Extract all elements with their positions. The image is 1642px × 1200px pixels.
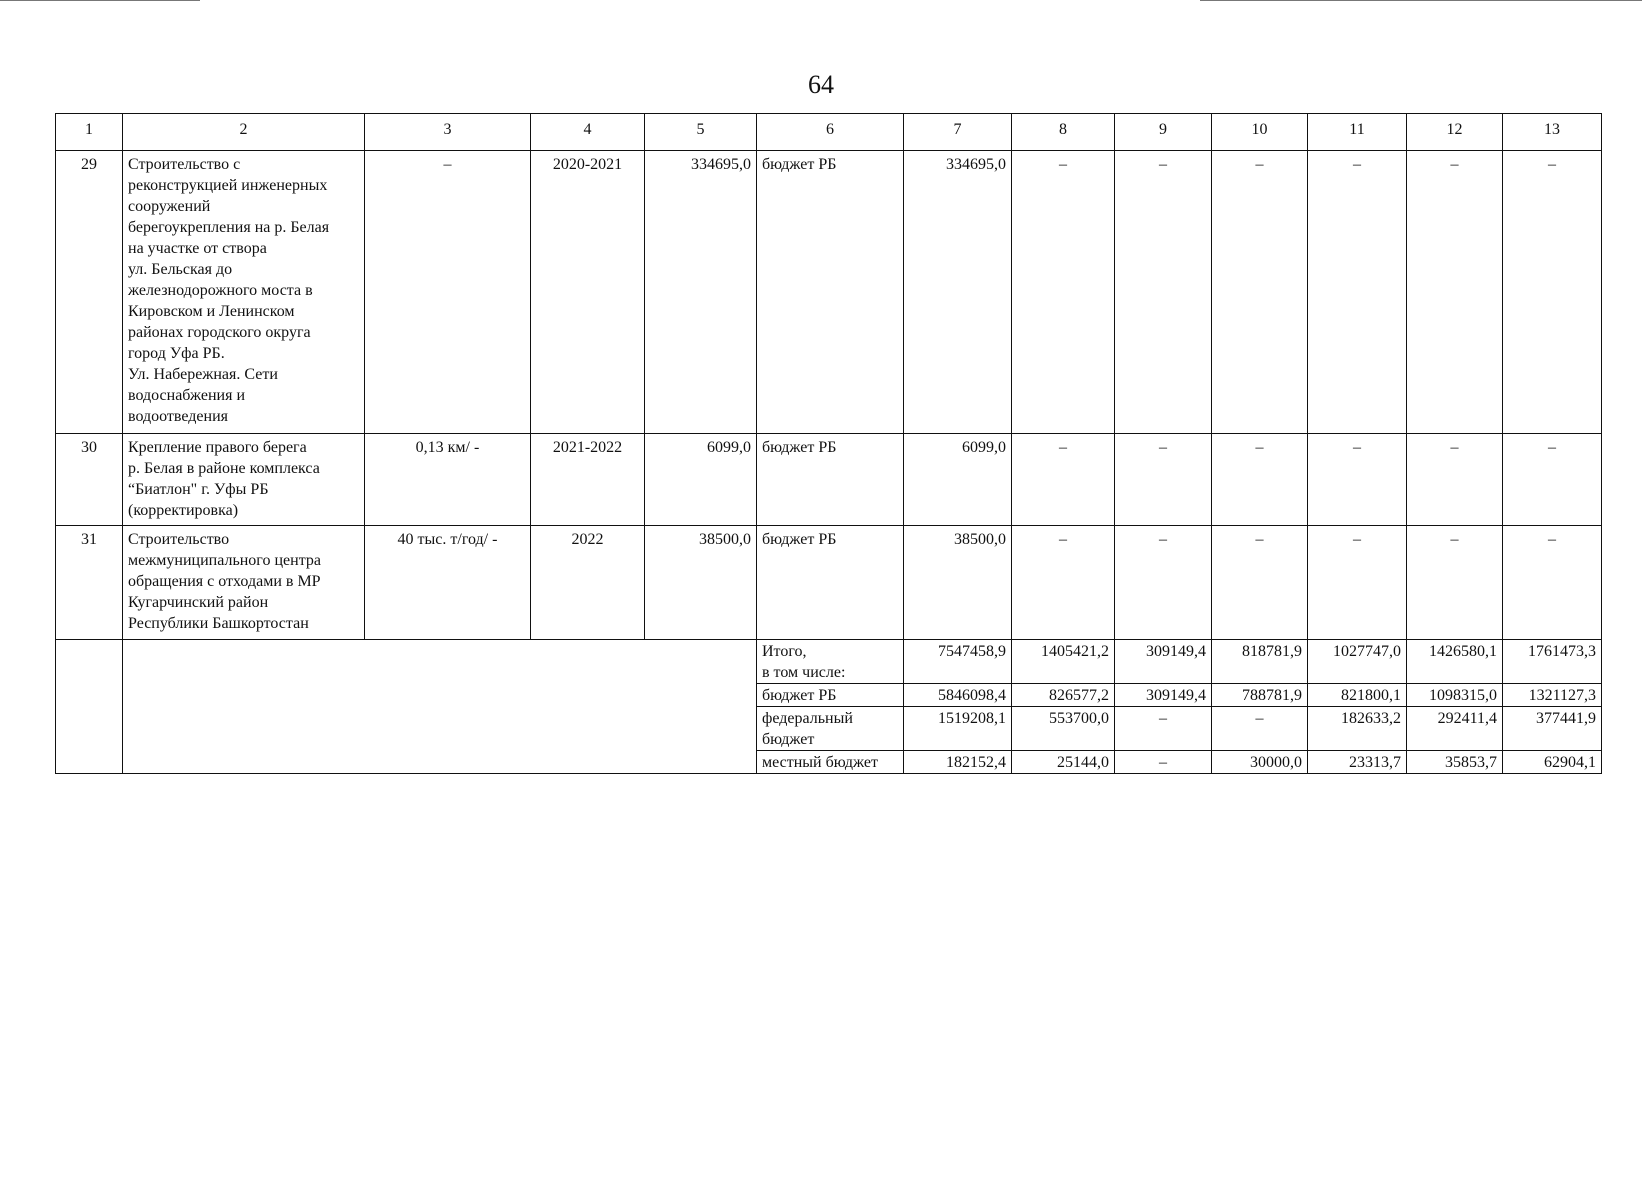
years: 2022 — [531, 526, 645, 640]
total-col-8: 553700,0 — [1012, 707, 1115, 751]
total-col-7: 1519208,1 — [904, 707, 1012, 751]
value-col-13: – — [1503, 526, 1602, 640]
row-number: 31 — [56, 526, 123, 640]
total-col-9: – — [1115, 707, 1212, 751]
value-col-7: 6099,0 — [904, 434, 1012, 526]
total-label: Итого, в том числе: — [757, 640, 904, 684]
value-col-7: 38500,0 — [904, 526, 1012, 640]
value-col-8: – — [1012, 434, 1115, 526]
years: 2021-2022 — [531, 434, 645, 526]
column-header: 13 — [1503, 114, 1602, 151]
total-col-9: – — [1115, 751, 1212, 774]
total-col-10: 818781,9 — [1212, 640, 1308, 684]
value-col-9: – — [1115, 434, 1212, 526]
value-col-12: – — [1407, 526, 1503, 640]
value-col-11: – — [1308, 526, 1407, 640]
value-col-10: – — [1212, 434, 1308, 526]
total-label: федеральный бюджет — [757, 707, 904, 751]
table-row — [56, 526, 1602, 640]
years: 2020-2021 — [531, 151, 645, 434]
total-col-13: 62904,1 — [1503, 751, 1602, 774]
value-col-8: – — [1012, 526, 1115, 640]
project-name: Крепление правого берега р. Белая в районе комплекса “Биатлон" г. Уфы РБ (корректировка) — [123, 434, 365, 526]
total-col-13: 1321127,3 — [1503, 684, 1602, 707]
value-col-13: – — [1503, 434, 1602, 526]
total-col-10: – — [1212, 707, 1308, 751]
page-number: 64 — [808, 70, 834, 99]
column-header: 10 — [1212, 114, 1308, 151]
value-col-7: 334695,0 — [904, 151, 1012, 434]
total-col-7: 7547458,9 — [904, 640, 1012, 684]
total-col-12: 1426580,1 — [1407, 640, 1503, 684]
value-col-10: – — [1212, 526, 1308, 640]
column-header: 11 — [1308, 114, 1407, 151]
total-col-11: 23313,7 — [1308, 751, 1407, 774]
value-col-11: – — [1308, 151, 1407, 434]
budget-table — [55, 113, 1602, 774]
funding-source: бюджет РБ — [757, 434, 904, 526]
total-col-11: 182633,2 — [1308, 707, 1407, 751]
total-col-7: 182152,4 — [904, 751, 1012, 774]
funding-source: бюджет РБ — [757, 151, 904, 434]
project-name: Строительство межмуниципального центра обращения с отходами в МР Кугарчинский район Республики Башкортостан — [123, 526, 365, 640]
column-header: 6 — [757, 114, 904, 151]
empty-cell — [123, 640, 757, 774]
capacity: 40 тыс. т/год/ - — [365, 526, 531, 640]
total-col-12: 35853,7 — [1407, 751, 1503, 774]
total-col-8: 25144,0 — [1012, 751, 1115, 774]
scan-edge-line — [0, 0, 200, 1]
total-cost: 334695,0 — [645, 151, 757, 434]
table-row — [56, 434, 1602, 526]
total-row — [56, 640, 1602, 684]
value-col-13: – — [1503, 151, 1602, 434]
total-col-11: 1027747,0 — [1308, 640, 1407, 684]
funding-source: бюджет РБ — [757, 526, 904, 640]
total-col-10: 788781,9 — [1212, 684, 1308, 707]
row-number: 29 — [56, 151, 123, 434]
value-col-8: – — [1012, 151, 1115, 434]
total-col-11: 821800,1 — [1308, 684, 1407, 707]
column-number-row — [56, 114, 1602, 151]
total-col-12: 1098315,0 — [1407, 684, 1503, 707]
total-col-13: 1761473,3 — [1503, 640, 1602, 684]
column-header: 4 — [531, 114, 645, 151]
column-header: 5 — [645, 114, 757, 151]
value-col-12: – — [1407, 151, 1503, 434]
total-col-8: 1405421,2 — [1012, 640, 1115, 684]
value-col-12: – — [1407, 434, 1503, 526]
value-col-11: – — [1308, 434, 1407, 526]
total-col-10: 30000,0 — [1212, 751, 1308, 774]
total-col-7: 5846098,4 — [904, 684, 1012, 707]
project-name: Строительство с реконструкцией инженерных сооружений берегоукрепления на р. Белая на участке от створа ул. Бельская до железнодорожного моста в Кировском и Ленинском районах городского округа город Уфа РБ. Ул. Набережная. Сети водоснабжения и водоотведения — [123, 151, 365, 434]
total-col-8: 826577,2 — [1012, 684, 1115, 707]
total-col-13: 377441,9 — [1503, 707, 1602, 751]
column-header: 9 — [1115, 114, 1212, 151]
column-header: 7 — [904, 114, 1012, 151]
column-header: 8 — [1012, 114, 1115, 151]
table-row — [56, 151, 1602, 434]
value-col-9: – — [1115, 526, 1212, 640]
row-number: 30 — [56, 434, 123, 526]
column-header: 12 — [1407, 114, 1503, 151]
total-col-12: 292411,4 — [1407, 707, 1503, 751]
column-header: 2 — [123, 114, 365, 151]
total-label: бюджет РБ — [757, 684, 904, 707]
empty-cell — [56, 640, 123, 774]
total-cost: 6099,0 — [645, 434, 757, 526]
capacity: 0,13 км/ - — [365, 434, 531, 526]
value-col-10: – — [1212, 151, 1308, 434]
column-header: 1 — [56, 114, 123, 151]
total-col-9: 309149,4 — [1115, 684, 1212, 707]
total-col-9: 309149,4 — [1115, 640, 1212, 684]
value-col-9: – — [1115, 151, 1212, 434]
scan-edge-line — [1200, 0, 1642, 1]
column-header: 3 — [365, 114, 531, 151]
total-cost: 38500,0 — [645, 526, 757, 640]
capacity: – — [365, 151, 531, 434]
total-label: местный бюджет — [757, 751, 904, 774]
